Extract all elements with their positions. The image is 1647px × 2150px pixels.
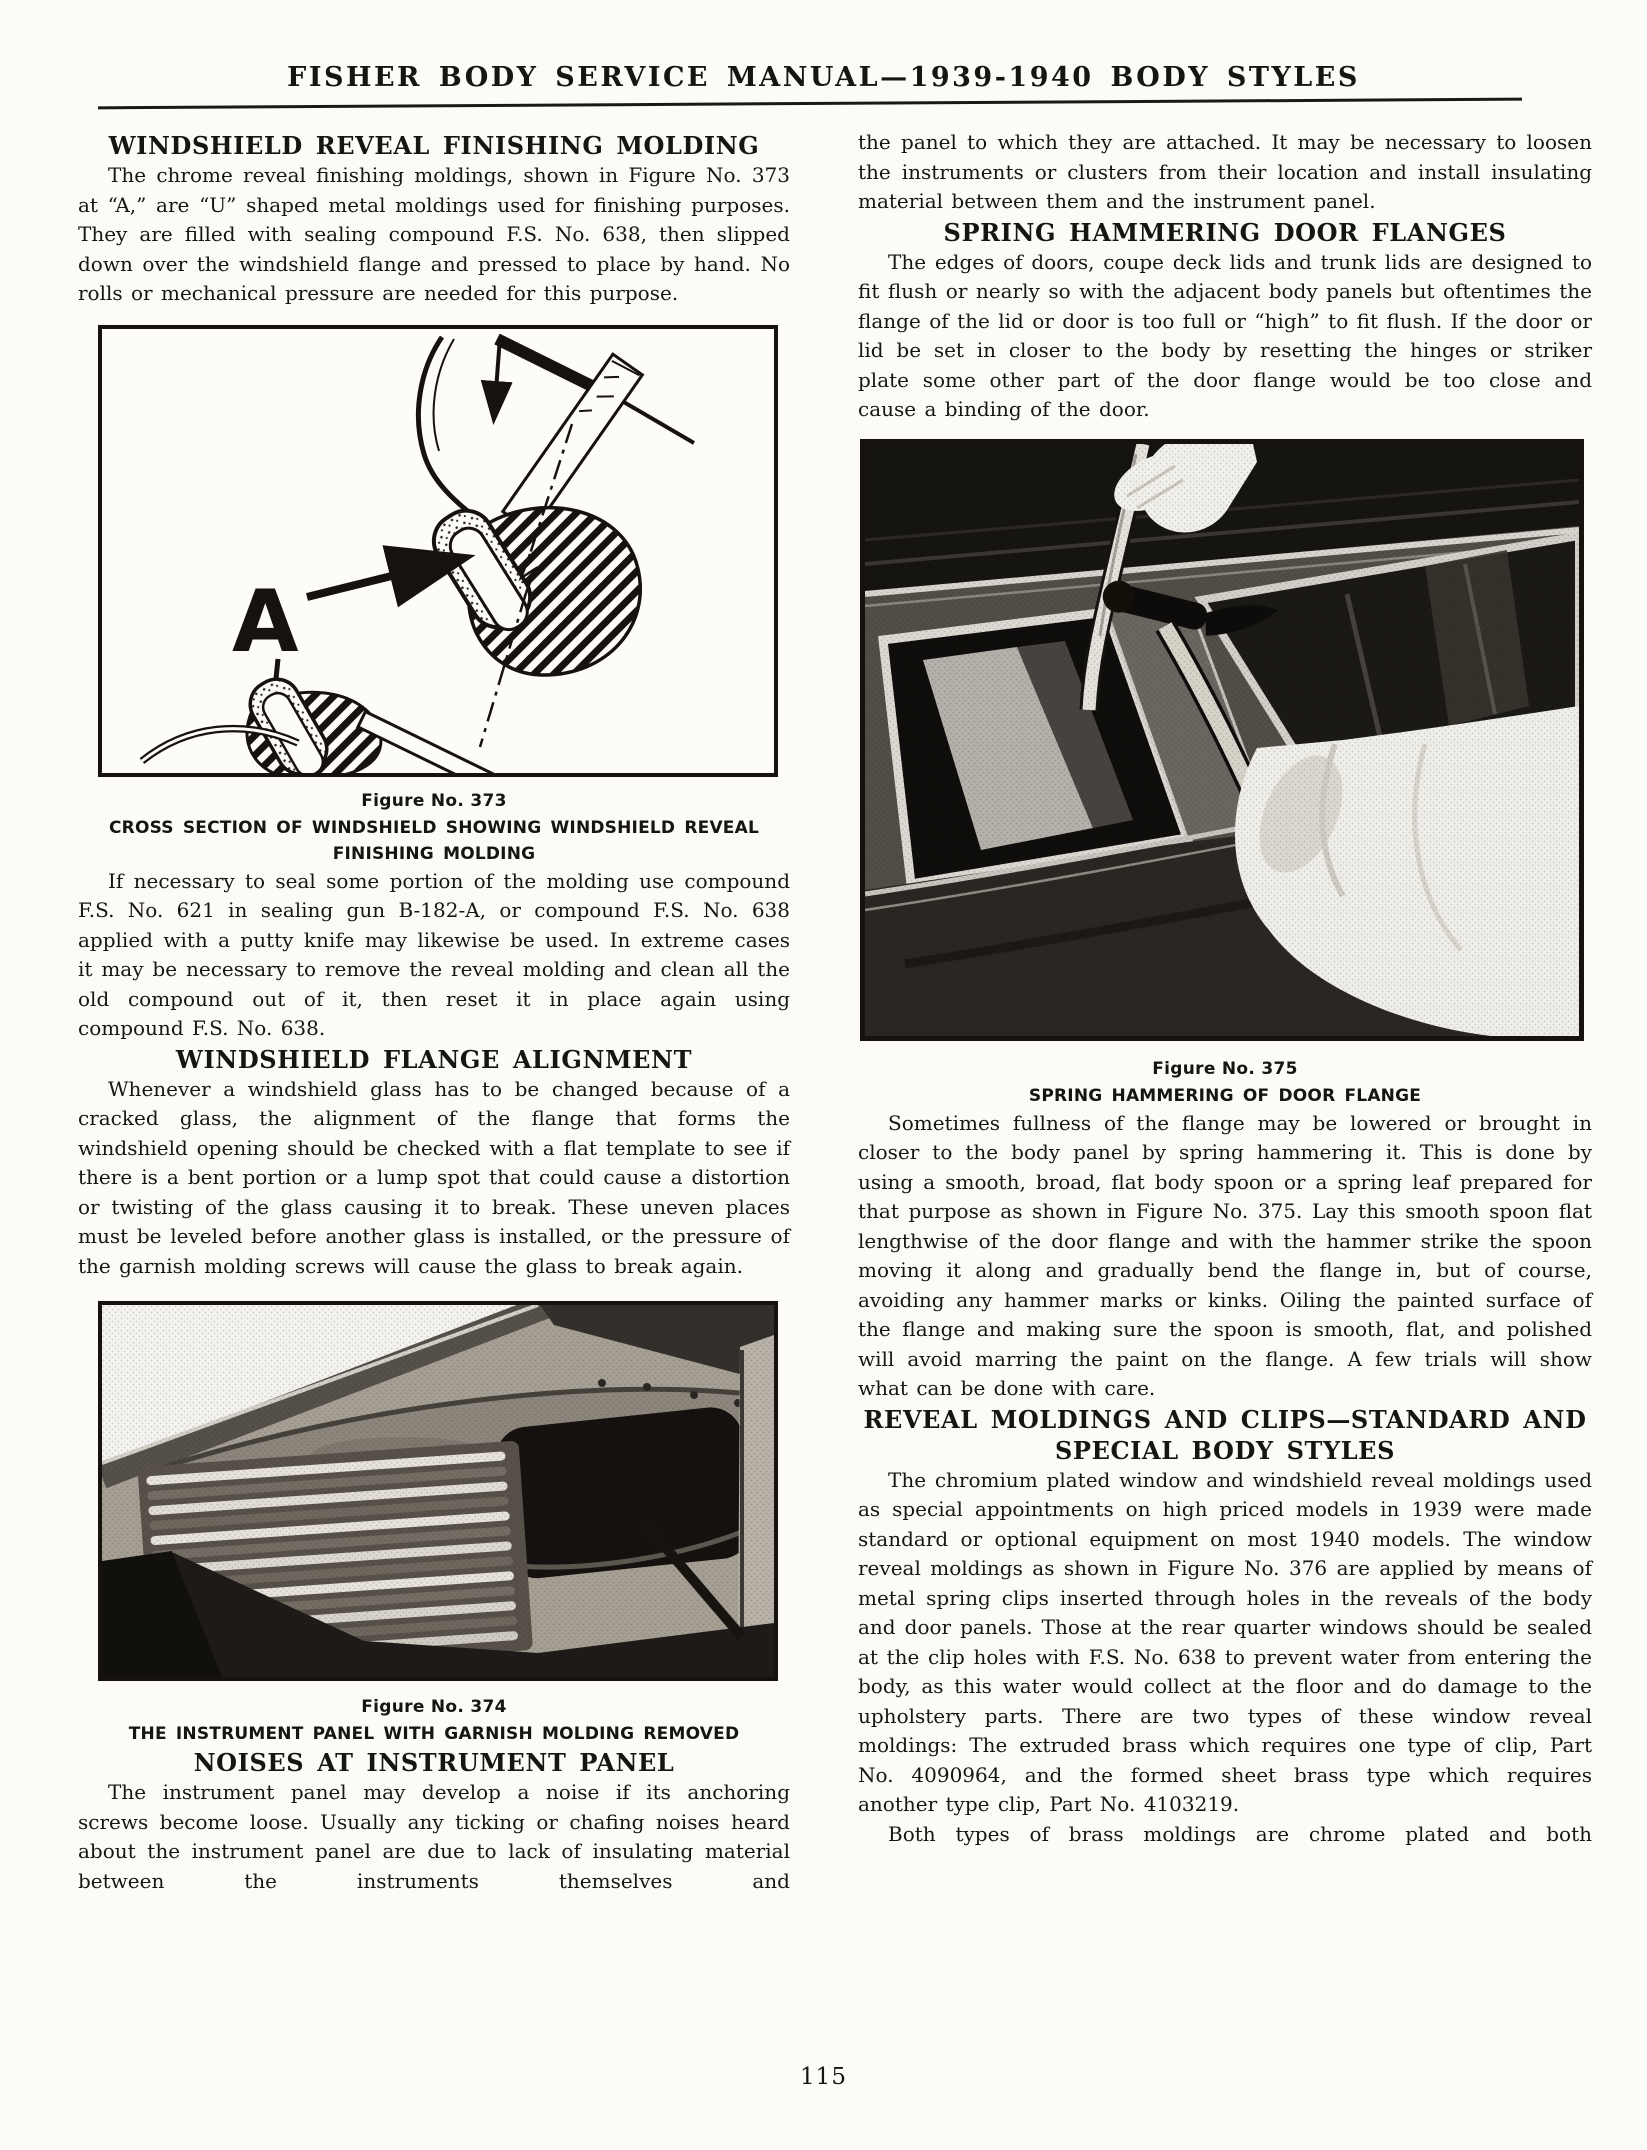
left-column (78, 130, 790, 1896)
page-header-title: FISHER BODY SERVICE MANUAL—1939-1940 BODY STYLES (287, 62, 1360, 93)
paragraph-both-types: Both types of brass moldings are chrome plated and both (888, 1821, 1592, 1846)
figure-375-caption (858, 1059, 1592, 1109)
paragraph-continuation-panel: the panel to which they are attached. It may be necessary to loosen the instruments or clusters from their location and install insulating material between them and the instrument panel. (858, 130, 1592, 213)
header-rule (98, 98, 1522, 110)
paragraph-reveal-moldings-clips: The chromium plated window and windshield reveal moldings used as special appointments on high priced models in 1939 were made standard or optional equipment on most 1940 models. The window reveal moldings as shown in Figure No. 376 are applied by means of metal spring clips inserted through holes in the reveals of the body and door panels. Those at the rear quarter windows should be sealed at the clip holes with F.S. No. 638 to prevent water from entering the body, as this water would collect at the floor and do damage to the upholstery parts. There are two types of these window reveal moldings: The extruded brass which requires one type of clip, Part No. 4090964, and the formed sheet brass type which requires another type clip, Part No. 4103219. (858, 1467, 1592, 1816)
heading-windshield-reveal-finishing-molding: WINDSHIELD REVEAL FINISHING MOLDING (108, 131, 760, 160)
figure-373-caption (78, 791, 790, 867)
heading-spring-hammering-door-flanges: SPRING HAMMERING DOOR FLANGES (943, 217, 1507, 247)
figure-375 (860, 439, 1584, 1041)
paragraph-reveal-molding: The chrome reveal finishing moldings, shown in Figure No. 373 at “A,” are “U” shaped metal moldings used for finishing purposes. They are filled with sealing compound F.S. No. 638, then slipped down over the windshield flange and pressed to place by hand. No rolls or mechanical pressure are needed for this purpose. (78, 163, 790, 305)
figure-375-photo (865, 444, 1579, 1036)
right-column (858, 128, 1592, 1849)
figure-373-caption-title: Figure No. 373 (361, 790, 507, 811)
figure-375-caption-text: SPRING HAMMERING OF DOOR FLANGE (1028, 1085, 1422, 1106)
figure-373-label-a: A (232, 571, 299, 672)
paragraph-door-flange-edges: The edges of doors, coupe deck lids and trunk lids are designed to fit flush or nearly so with the adjacent body panels but oftentimes the flange of the lid or door is too full or “high” to fit flush. If the door or lid be set in closer to the body by resetting the hinges or striker plate some other part of the door flange would be too close and cause a binding of the door. (858, 249, 1592, 421)
paragraph-spring-hammering: Sometimes fullness of the flange may be lowered or brought in closer to the body panel by spring hammering it. This is done by using a smooth, broad, flat body spoon or a spring leaf prepared for that purpose as shown in Figure No. 375. Lay this smooth spoon flat lengthwise of the door flange and with the hammer strike the spoon moving it along and gradually bend the flange in, but of course, avoiding any hammer marks or kinks. Oiling the painted surface of the flange and making sure the spoon is smooth, flat, and polished will avoid marring the paint on the flange. A few trials will show what can be done with care. (858, 1110, 1592, 1400)
figure-374-caption-text: THE INSTRUMENT PANEL WITH GARNISH MOLDING REMOVED (128, 1724, 740, 1744)
figure-374-photo (102, 1305, 774, 1677)
heading-reveal-moldings-and-clips: REVEAL MOLDINGS AND CLIPS—STANDARD AND SPECIAL BODY STYLES (863, 1404, 1587, 1465)
paragraph-instrument-panel-noise: The instrument panel may develop a noise if its anchoring screws become loose. Usually any ticking or chafing noises heard about the instrument panel are due to lack of insulating material between the instruments themselves and (78, 1780, 790, 1893)
paragraph-flange-alignment: Whenever a windshield glass has to be changed because of a cracked glass, the alignment of the flange that forms the windshield opening should be checked with a flat template to see if there is a bent portion or a lump spot that could cause a distortion or twisting of the glass causing it to break. These uneven places must be leveled before another glass is installed, or the pressure of the garnish molding screws will cause the glass to break again. (78, 1076, 790, 1278)
figure-373-line-drawing (102, 329, 774, 773)
figure-374-caption (78, 1697, 790, 1747)
figure-375-caption-title: Figure No. 375 (1152, 1058, 1298, 1079)
figure-373-caption-text: CROSS SECTION OF WINDSHIELD SHOWING WINDSHIELD REVEAL FINISHING MOLDING (108, 817, 760, 864)
paragraph-sealing-compound: If necessary to seal some portion of the molding use compound F.S. No. 621 in sealing gun B-182-A, or compound F.S. No. 638 applied with a putty knife may likewise be used. In extreme cases it may be necessary to remove the reveal molding and clean all the old compound out of it, then reset it in place again using compound F.S. No. 638. (78, 868, 790, 1040)
heading-noises-at-instrument-panel: NOISES AT INSTRUMENT PANEL (193, 1748, 675, 1777)
figure-373 (98, 325, 778, 777)
heading-windshield-flange-alignment: WINDSHIELD FLANGE ALIGNMENT (175, 1044, 693, 1074)
page-number: 115 (800, 2064, 847, 2090)
figure-374-caption-title: Figure No. 374 (361, 1697, 507, 1717)
figure-374 (98, 1301, 778, 1681)
